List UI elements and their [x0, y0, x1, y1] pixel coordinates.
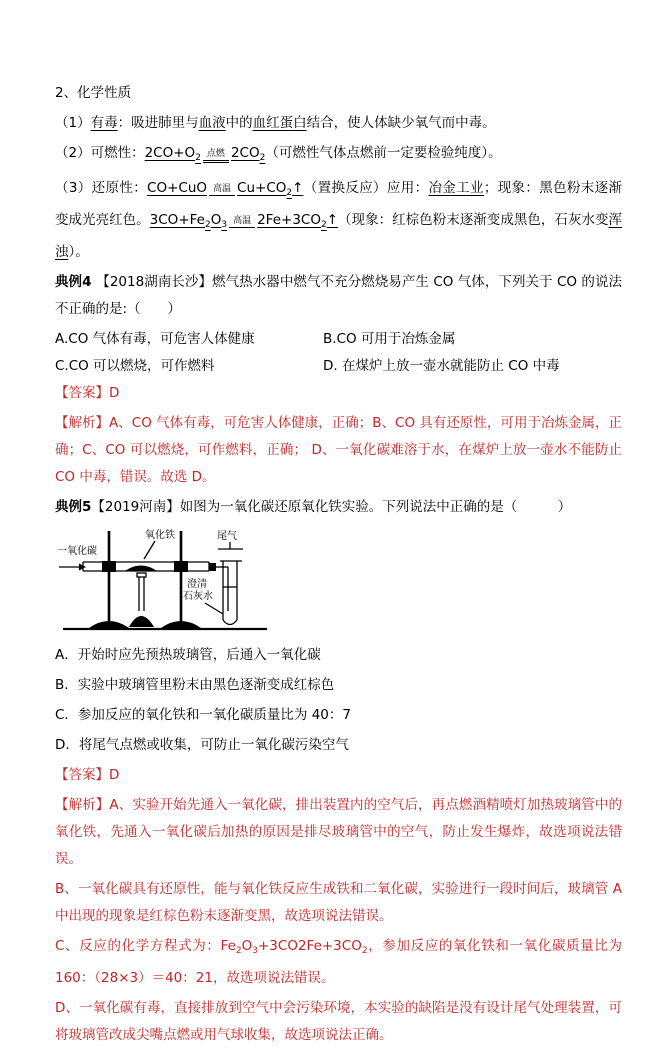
- example5-answer-line: [55, 762, 622, 789]
- example5-analysis-d: D、一氧化碳有毒，直接排放到空气中会污染环境，本实验的缺陷是没有设计尾气处理装置，可将玻璃管改成尖嘴点燃或用气球收集，故选项说法正确。: [55, 1000, 622, 1043]
- limewater-leader-line: [205, 603, 223, 614]
- example5-analysis-a: 【解析】A、实验开始先通入一氧化碳，排出装置内的空气后，再点燃酒精喷灯加热玻璃管中的氧化铁，先通入一氧化碳后加热的原因是排尽玻璃管中的空气，防止发生爆炸，故选项说法错误。: [55, 797, 622, 867]
- example5-analysis-b: B、一氧化碳具有还原性，能与氧化铁反应生成铁和二氧化碳，实验进行一段时间后，玻璃管 A 中出现的现象是红棕色粉末逐渐变黑，故选项说法错误。: [55, 881, 622, 924]
- tail-gas-label: 尾气: [217, 531, 237, 542]
- powder-leader-line: [144, 541, 155, 559]
- example4-title: 典例4 【2018湖南长沙】燃气热水器中燃气不充分燃烧易产生 CO 气体，下列关于 CO 的说法不正确的是:（ ）: [55, 274, 623, 317]
- co-reduction-apparatus-illustration: [57, 525, 275, 637]
- answer-value: D: [109, 385, 120, 401]
- left-clamp: [102, 561, 116, 572]
- experiment-diagram: [57, 525, 275, 637]
- burner-nozzle: [137, 573, 146, 577]
- property-combustibility: （2）可燃性：$2CO+O_2$ 点燃 $2CO_2$（可燃性气体点燃前一定要检验纯度）。: [55, 145, 502, 163]
- document-content: [55, 80, 622, 1052]
- example4-option-d: D. 在煤炉上放一壶水就能防止 CO 中毒: [323, 358, 560, 374]
- example5-title: 典例5【2019河南】如图为一氧化碳还原氧化铁实验。下列说法中正确的是（ ）: [55, 499, 572, 515]
- example4-analysis: 【解析】A、CO 气体有毒，可危害人体健康，正确；B、CO 具有还原性，可用于冶炼金属，正确；C、CO 可以燃烧，可作燃料，正确； D、一氧化碳难溶于水，在煤炉上放一壶水不能防止 CO 中毒，错误。故选 D。: [55, 415, 622, 485]
- right-clamp: [174, 561, 188, 572]
- iron-oxide-powder: [125, 566, 157, 572]
- example4-options-row1: [55, 326, 622, 353]
- burner-base: [129, 616, 154, 627]
- inlet-label: 一氧化碳: [57, 546, 97, 557]
- left-stand-base: [89, 621, 129, 628]
- powder-label: 氧化铁: [145, 530, 175, 541]
- right-stand-base: [161, 621, 201, 628]
- example5-analysis-c: C、反应的化学方程式为：$Fe_2O_3+3CO2Fe+3CO_2$，参加反应的氧化铁和一氧化碳质量比为 160：（28×3）＝40：21，故选项说法错误。: [55, 938, 622, 986]
- answer-value: D: [109, 767, 120, 783]
- answer-label: 【答案】: [55, 767, 109, 783]
- tube-connector: [209, 563, 216, 571]
- example5-option-d: D．将尾气点燃或收集，可防止一氧化碳污染空气: [55, 737, 349, 753]
- answer-label: 【答案】: [55, 385, 109, 401]
- limewater-label-line1: 澄清: [187, 579, 207, 590]
- property-toxicity: （1）有毒：吸进肺里与血液中的血红蛋白结合，使人体缺少氧气而中毒。: [55, 115, 496, 131]
- example4-options-row2: [55, 353, 622, 380]
- example4-option-c: C.CO 可以燃烧，可作燃料: [55, 358, 215, 374]
- example4-option-a: A.CO 气体有毒，可危害人体健康: [55, 331, 255, 347]
- example5-option-b: B．实验中玻璃管里粉末由黑色逐渐变成红棕色: [55, 677, 335, 693]
- example5-option-a: A．开始时应先预热玻璃管，后通入一氧化碳: [55, 647, 321, 663]
- test-tube-bottom: [223, 620, 237, 625]
- example4-option-b: B.CO 可用于冶炼金属: [323, 331, 456, 347]
- example5-option-c: C．参加反应的氧化铁和一氧化碳质量比为 40：7: [55, 707, 351, 723]
- property-reducibility: （3）还原性：CO+CuO 高温 $Cu+CO_2↑$（置换反应）应用：冶金工业；现象：黑色粉末逐渐变成光亮红色。$3CO+Fe_2O_3$ 高温 $2Fe+3CO_2↑$（现象：红棕色粉末逐渐变成黑色，石灰水变浑浊）。: [55, 180, 623, 260]
- limewater-label-line2: 石灰水: [183, 591, 213, 602]
- example4-answer-line: [55, 380, 622, 407]
- section-heading: 2、化学性质: [55, 85, 132, 101]
